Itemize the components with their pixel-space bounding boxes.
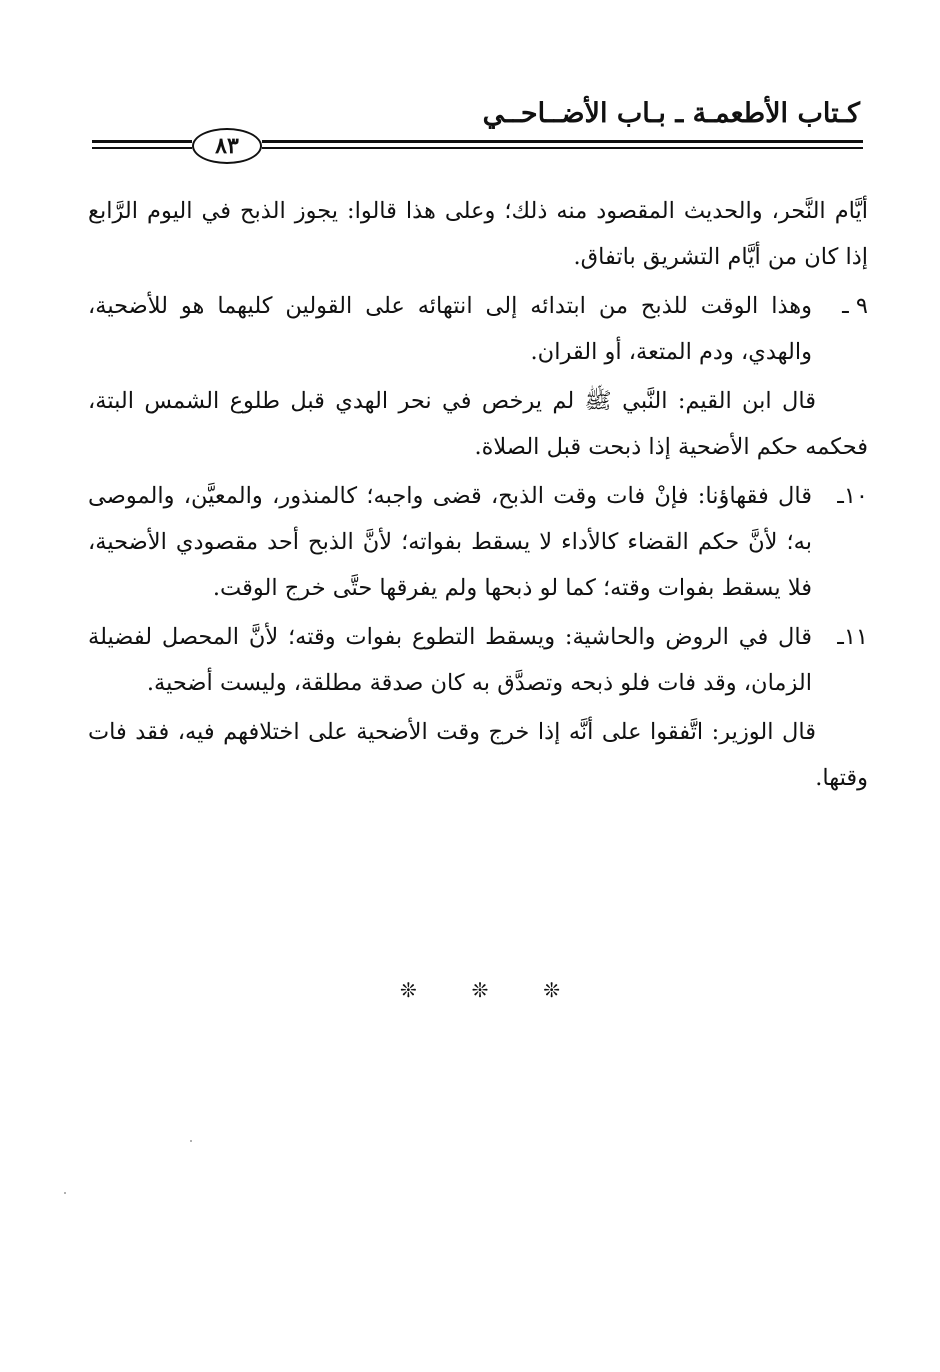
- list-item-text: وهذا الوقت للذبح من ابتدائه إلى انتهائه على القولين كليهما هو للأضحية، والهدي، ودم المتعة، أو القران.: [88, 293, 812, 365]
- section-separator: [400, 978, 560, 1002]
- header-rule-right-top: [262, 140, 863, 143]
- star-ornament-icon: ❊: [400, 978, 417, 1002]
- quote-wazir: قال الوزير: اتَّفقوا على أنَّه إذا خرج وقت الأضحية على اختلافهم فيه، فقد فات وقتها.: [88, 719, 868, 791]
- list-item-number: ٩ ـ: [842, 293, 868, 319]
- quote-ibn-qayyim: قال ابن القيم: النَّبي ﷺ لم يرخص في نحر الهدي قبل طلوع الشمس البتة، فحكمه حكم الأضحية إذا ذبحت قبل الصلاة.: [88, 388, 868, 460]
- list-item-number: ١١ـ: [837, 624, 868, 650]
- star-ornament-icon: ❊: [543, 978, 560, 1002]
- list-item-11: [88, 614, 868, 706]
- list-item-number: ١٠ـ: [837, 483, 868, 509]
- star-ornament-icon: ❊: [471, 978, 489, 1002]
- list-item-text: قال في الروض والحاشية: ويسقط التطوع بفوات وقته؛ لأنَّ المحصل لفضيلة الزمان، وقد فات فلو ذبحه وتصدَّق به كان صدقة مطلقة، وليست أضحية.: [88, 624, 812, 696]
- paragraph-continuation: أيَّام النَّحر، والحديث المقصود منه ذلك؛ وعلى هذا قالوا: يجوز الذبح في اليوم الرَّابع إذا كان من أيَّام التشريق باتفاق.: [88, 198, 868, 270]
- header-rule-left-bottom: [92, 147, 192, 149]
- body-text: [88, 188, 868, 801]
- list-item-text: قال فقهاؤنا: فإنْ فات وقت الذبح، قضى واجبه؛ كالمنذور، والمعيَّن، والموصى به؛ لأنَّ حكم القضاء كالأداء لا يسقط بفواته؛ لأنَّ الذبح أحد مقصودي الأضحية، فلا يسقط بفوات وقته؛ كما لو ذبحها ولم يفرقها حتَّى خرج الوقت.: [88, 483, 812, 601]
- page-number-badge: [192, 128, 262, 164]
- header-rule-right-bottom: [262, 147, 863, 149]
- list-item-10: [88, 473, 868, 611]
- page-number: ٨٣: [215, 133, 239, 159]
- header-rule-left-top: [92, 140, 192, 143]
- running-header-title: كـتاب الأطعمـة ـ بـاب الأضــاحــي: [482, 98, 860, 129]
- list-item-9: [88, 283, 868, 375]
- scan-speck: [64, 1192, 66, 1194]
- scan-speck: [190, 1140, 192, 1142]
